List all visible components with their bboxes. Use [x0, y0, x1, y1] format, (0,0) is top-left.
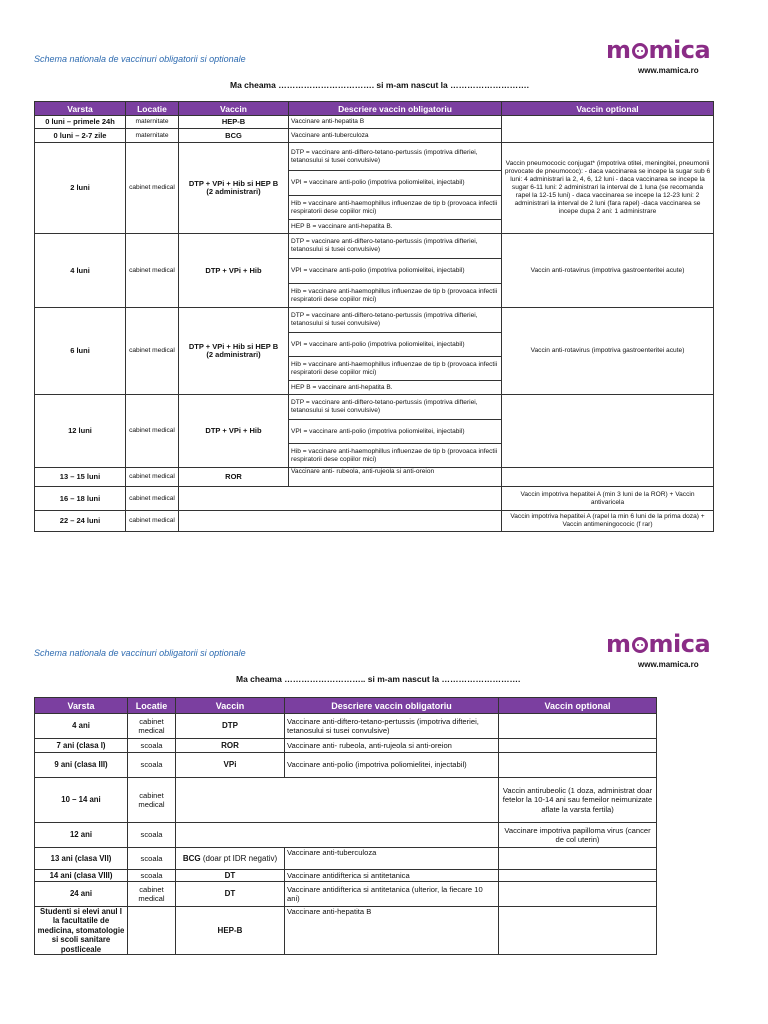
description-cell: VPI = vaccinare anti-polio (impotriva poliomielitei, injectabil) [289, 259, 502, 284]
age-cell: 10 – 14 ani [35, 778, 128, 823]
header-optional-vaccine: Vaccin optional [499, 698, 657, 714]
vaccine-cell: BCG [179, 129, 289, 143]
empty-cell [179, 487, 502, 511]
age-cell: 4 luni [35, 234, 126, 308]
optional-cell [499, 848, 657, 870]
header-age: Varsta [35, 102, 126, 116]
description-cell: Vaccinare anti- rubeola, anti-rujeola si anti-oreion [285, 739, 499, 753]
vaccine-cell: HEP-B [179, 116, 289, 129]
table-header-row [35, 698, 657, 714]
page-2 [0, 560, 768, 1024]
website-url: www.mamica.ro [638, 66, 699, 75]
vaccine-cell: ROR [179, 468, 289, 487]
vaccine-cell [179, 143, 289, 234]
age-cell: 22 – 24 luni [35, 511, 126, 532]
optional-cell: Vaccin impotriva hepatitei A (min 3 luni de la ROR) + Vaccin antivaricela [502, 487, 714, 511]
location-cell: cabinet medical [128, 778, 176, 823]
location-cell: scoala [128, 848, 176, 870]
table-row [35, 882, 657, 907]
vaccine-cell: VPi [176, 753, 285, 778]
optional-cell: Vaccin anti-rotavirus (impotriva gastroenteritei acute) [502, 308, 714, 395]
description-cell: HEP B = vaccinare anti-hepatita B. [289, 381, 502, 395]
vaccine-cell: ROR [176, 739, 285, 753]
header-optional-vaccine: Vaccin optional [502, 102, 714, 116]
header-mandatory-description: Descriere vaccin obligatoriu [289, 102, 502, 116]
age-cell: 12 ani [35, 823, 128, 848]
document-title: Schema nationala de vaccinuri obligatorii si optionale [34, 54, 246, 64]
optional-cell [499, 882, 657, 907]
location-cell: cabinet medical [126, 487, 179, 511]
mamica-logo [606, 36, 710, 64]
table-row [35, 143, 714, 171]
header-vaccine: Vaccin [176, 698, 285, 714]
table-row [35, 778, 657, 823]
header-mandatory-description: Descriere vaccin obligatoriu [285, 698, 499, 714]
description-cell: HEP B = vaccinare anti-hepatita B. [289, 220, 502, 234]
table-row [35, 907, 657, 955]
table-row [35, 753, 657, 778]
description-cell: Vaccinare antidifterica si antitetanica [285, 870, 499, 882]
description-cell: Vaccinare anti-hepatita B [285, 907, 499, 955]
vaccine-name: BCG [182, 853, 201, 863]
description-cell: DTP = vaccinare anti-diftero-tetano-pertussis (impotriva difteriei, tetanosului si tusei convulsive) [289, 308, 502, 333]
optional-cell: Vaccinare impotriva papilloma virus (cancer de col uterin) [499, 823, 657, 848]
optional-cell [499, 870, 657, 882]
description-cell: Vaccinare antidifterica si antitetanica (ulterior, la fiecare 10 ani) [285, 882, 499, 907]
vaccine-cell: DT [176, 882, 285, 907]
empty-cell [176, 823, 499, 848]
website-url: www.mamica.ro [638, 660, 699, 669]
description-cell: VPI = vaccinare anti-polio (impotriva poliomielitei, injectabil) [289, 333, 502, 357]
table-row [35, 714, 657, 739]
age-cell: 13 – 15 luni [35, 468, 126, 487]
name-birth-line: Ma cheama ……………………………. si m-am nascut la ………………………. [230, 80, 529, 90]
age-cell: Studenti si elevi anul I la facultatile de medicina, stomatologie si scoli sanitare postliceale [35, 907, 128, 955]
description-cell: Vaccinare anti-hepatita B [289, 116, 502, 129]
vaccine-cell [176, 848, 285, 870]
location-cell: cabinet medical [126, 468, 179, 487]
age-cell: 2 luni [35, 143, 126, 234]
document-title: Schema nationala de vaccinuri obligatorii si optionale [34, 648, 246, 658]
age-cell: 9 ani (clasa III) [35, 753, 128, 778]
vaccine-note: (2 administrari) [206, 187, 261, 196]
header-age: Varsta [35, 698, 128, 714]
location-cell: cabinet medical [126, 511, 179, 532]
age-cell: 16 – 18 luni [35, 487, 126, 511]
description-cell: Hib = vaccinare anti-haemophillus influenzae de tip b (provoaca infectii respiratorii dese copiilor mici) [289, 196, 502, 220]
age-cell: 0 luni – primele 24h [35, 116, 126, 129]
optional-cell: Vaccin pneumococic conjugat* (impotriva otitei, meningitei, pneumonii provocate de pneumococ): - daca vaccinarea se incepe la sugar sub 6 luni: 4 administrari la 2, 4, 6, 12 luni - daca vaccinarea se incepe la sugar 6-11 luni: 2 administrari la interval de 1 luna (se recomanda rapel la 12-15 luni) - daca vaccinarea se incepe la 12-23 luni: 2 administrari la interval de 2 luni (fara rapel) -daca vaccinarea se incepe dupa 2 ani: 1 administrare [502, 143, 714, 234]
vaccine-note: (2 administrari) [206, 350, 261, 359]
empty-cell [179, 511, 502, 532]
vaccine-cell: DTP + VPi + Hib [179, 234, 289, 308]
table-row [35, 848, 657, 870]
table-row [35, 468, 714, 487]
vaccine-schedule-table-2 [34, 697, 657, 955]
age-cell: 6 luni [35, 308, 126, 395]
logo-face-icon [632, 637, 648, 653]
location-cell: maternitate [126, 129, 179, 143]
description-cell: DTP = vaccinare anti-diftero-tetano-pertussis (impotriva difteriei, tetanosului si tusei convulsive) [289, 395, 502, 420]
description-cell: Vaccinare anti- rubeola, anti-rujeola si anti-oreion [289, 468, 502, 487]
location-cell: scoala [128, 823, 176, 848]
name-birth-line: Ma cheama ……………………….. si m-am nascut la ………………………. [236, 674, 521, 684]
vaccine-cell: DTP [176, 714, 285, 739]
optional-cell [502, 395, 714, 468]
mamica-logo [606, 630, 710, 658]
description-cell: Hib = vaccinare anti-haemophillus influenzae de tip b (provoaca infectii respiratorii dese copiilor mici) [289, 357, 502, 381]
optional-cell [499, 714, 657, 739]
vaccine-combo: DTP + VPi + Hib si HEP B [188, 179, 279, 188]
age-cell: 24 ani [35, 882, 128, 907]
location-cell [128, 907, 176, 955]
optional-cell: Vaccin antirubeolic (1 doza, administrat doar fetelor la 10-14 ani sau femeilor neimunizate aflate la varsta fertila) [499, 778, 657, 823]
empty-cell [176, 778, 499, 823]
location-cell: cabinet medical [126, 308, 179, 395]
vaccine-cell [179, 308, 289, 395]
location-cell: cabinet medical [126, 234, 179, 308]
age-cell: 0 luni – 2-7 zile [35, 129, 126, 143]
description-cell: DTP = vaccinare anti-diftero-tetano-pertussis (impotriva difteriei, tetanosului si tusei convulsive) [289, 234, 502, 259]
table-row [35, 487, 714, 511]
vaccine-cell: HEP-B [176, 907, 285, 955]
description-cell: Vaccinare anti-tuberculoza [289, 129, 502, 143]
age-cell: 7 ani (clasa I) [35, 739, 128, 753]
header-vaccine: Vaccin [179, 102, 289, 116]
header-location: Locatie [128, 698, 176, 714]
table-row [35, 739, 657, 753]
description-cell: Hib = vaccinare anti-haemophillus influenzae de tip b (provoaca infectii respiratorii dese copiilor mici) [289, 444, 502, 468]
location-cell: scoala [128, 870, 176, 882]
header-location: Locatie [126, 102, 179, 116]
logo-face-icon [632, 43, 648, 59]
table-row [35, 395, 714, 420]
description-cell: Vaccinare anti-polio (impotriva poliomielitei, injectabil) [285, 753, 499, 778]
description-cell: VPI = vaccinare anti-polio (impotriva poliomielitei, injectabil) [289, 420, 502, 444]
description-cell: Vaccinare anti-diftero-tetano-pertussis (impotriva difteriei, tetanosului si tusei convulsive) [285, 714, 499, 739]
optional-cell: Vaccin anti-rotavirus (impotriva gastroenteritei acute) [502, 234, 714, 308]
logo-text-end: mica [648, 36, 711, 64]
table-row [35, 308, 714, 333]
optional-cell [502, 468, 714, 487]
table-row [35, 823, 657, 848]
location-cell: cabinet medical [126, 395, 179, 468]
description-cell: VPI = vaccinare anti-polio (impotriva poliomielitei, injectabil) [289, 171, 502, 196]
table-header-row [35, 102, 714, 116]
table-row [35, 234, 714, 259]
location-cell: scoala [128, 753, 176, 778]
table-row [35, 116, 714, 129]
optional-cell [499, 907, 657, 955]
logo-text-start: m [606, 630, 631, 658]
location-cell: scoala [128, 739, 176, 753]
age-cell: 4 ani [35, 714, 128, 739]
description-cell: Hib = vaccinare anti-haemophillus influenzae de tip b (provoaca infectii respiratorii dese copiilor mici) [289, 284, 502, 308]
logo-text-start: m [606, 36, 631, 64]
location-cell: maternitate [126, 116, 179, 129]
optional-cell [502, 116, 714, 143]
table-row [35, 870, 657, 882]
table-row [35, 511, 714, 532]
location-cell: cabinet medical [126, 143, 179, 234]
location-cell: cabinet medical [128, 882, 176, 907]
description-cell: Vaccinare anti-tuberculoza [285, 848, 499, 870]
age-cell: 12 luni [35, 395, 126, 468]
vaccine-note: (doar pt IDR negativ) [200, 853, 278, 863]
optional-cell [499, 753, 657, 778]
age-cell: 14 ani (clasa VIII) [35, 870, 128, 882]
vaccine-cell: DTP + VPi + Hib [179, 395, 289, 468]
age-cell: 13 ani (clasa VII) [35, 848, 128, 870]
description-cell: DTP = vaccinare anti-diftero-tetano-pertussis (impotriva difteriei, tetanosului si tusei convulsive) [289, 143, 502, 171]
logo-text-end: mica [648, 630, 711, 658]
optional-cell: Vaccin impotriva hepatitei A (rapel la min 6 luni de la prima doza) + Vaccin antimeningococic (f rar) [502, 511, 714, 532]
vaccine-combo: DTP + VPi + Hib si HEP B [188, 342, 279, 351]
vaccine-cell: DT [176, 870, 285, 882]
vaccine-schedule-table-1 [34, 101, 714, 532]
location-cell: cabinet medical [128, 714, 176, 739]
optional-cell [499, 739, 657, 753]
